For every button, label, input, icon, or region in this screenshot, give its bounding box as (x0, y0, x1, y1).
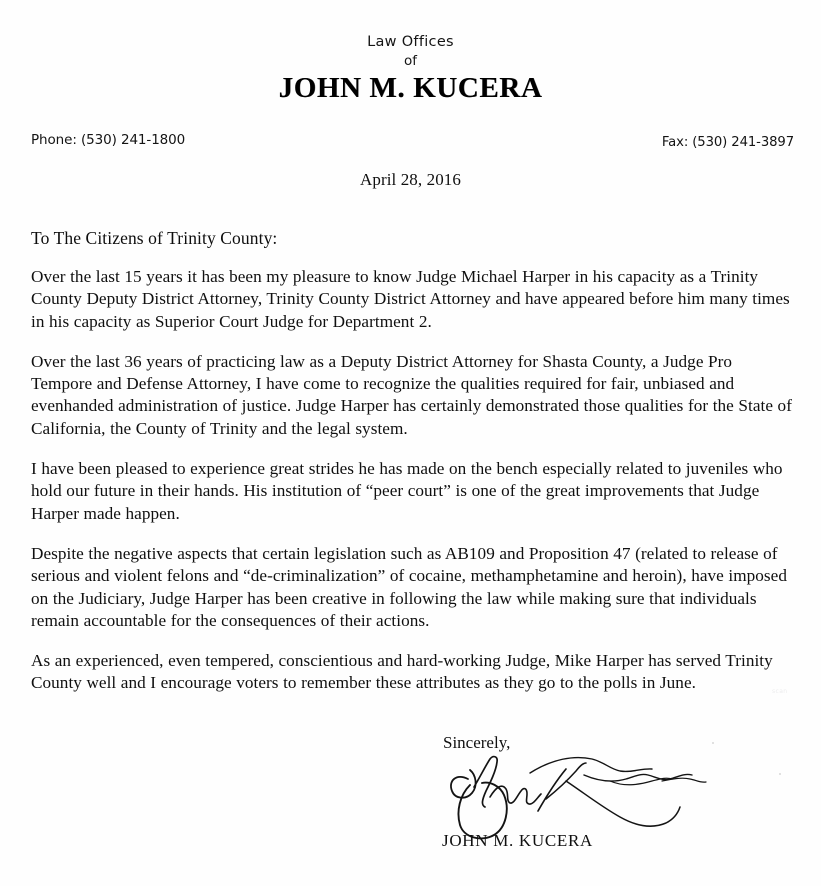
salutation: To The Citizens of Trinity County: (31, 228, 278, 248)
letter-date: April 28, 2016 (359, 170, 462, 189)
scan-speck (712, 742, 714, 744)
letterhead (0, 33, 821, 105)
body-paragraph: Despite the negative aspects that certain legislation such as AB109 and Proposition 47 (related to release of serious and violent felons and “de-criminalization” of cocaine, methamphetamine and heroin), have imposed on the Judiciary, Judge Harper has been creative in following the law while making sure that individuals remain accountable for the consequences of their actions. (31, 543, 787, 630)
phone-number: Phone: (530) 241-1800 (31, 132, 186, 148)
fax-number: Fax: (530) 241-3897 (661, 135, 794, 150)
scan-artifact: scan (772, 688, 788, 695)
body-paragraph: As an experienced, even tempered, conscientious and hard-working Judge, Mike Harper has served Trinity County well and I encourage voters to remember these attributes as they go to the polls in June. (31, 651, 773, 693)
scan-speck (779, 773, 781, 775)
letter-body (31, 266, 797, 695)
signature-block (440, 733, 780, 850)
signer-name: JOHN M. KUCERA (442, 831, 594, 850)
letterhead-attorney-name: JOHN M. KUCERA (278, 72, 543, 104)
closing-salutation: Sincerely, (443, 733, 511, 752)
body-paragraph: I have been pleased to experience great strides he has made on the bench especially related to juveniles who hold our future in their hands. His institution of “peer court” is one of the great improvements that Judge Harper made happen. (31, 459, 783, 523)
body-paragraph: Over the last 36 years of practicing law as a Deputy District Attorney for Shasta County, a Judge Pro Tempore and Defense Attorney, I have come to recognize the qualities required for fair, unbiased and evenhanded administration of justice. Judge Harper has certainly demonstrated those qualities for the State of California, the County of Trinity and the legal system. (31, 351, 792, 438)
body-paragraph: Over the last 15 years it has been my pleasure to know Judge Michael Harper in his capacity as a Trinity County Deputy District Attorney, Trinity County District Attorney and have appeared before him many times in his capacity as Superior Court Judge for Department 2. (31, 267, 790, 331)
letterhead-line-1: Law Offices (367, 34, 454, 50)
handwritten-signature-icon (434, 751, 754, 843)
letterhead-line-2: of (403, 53, 417, 69)
